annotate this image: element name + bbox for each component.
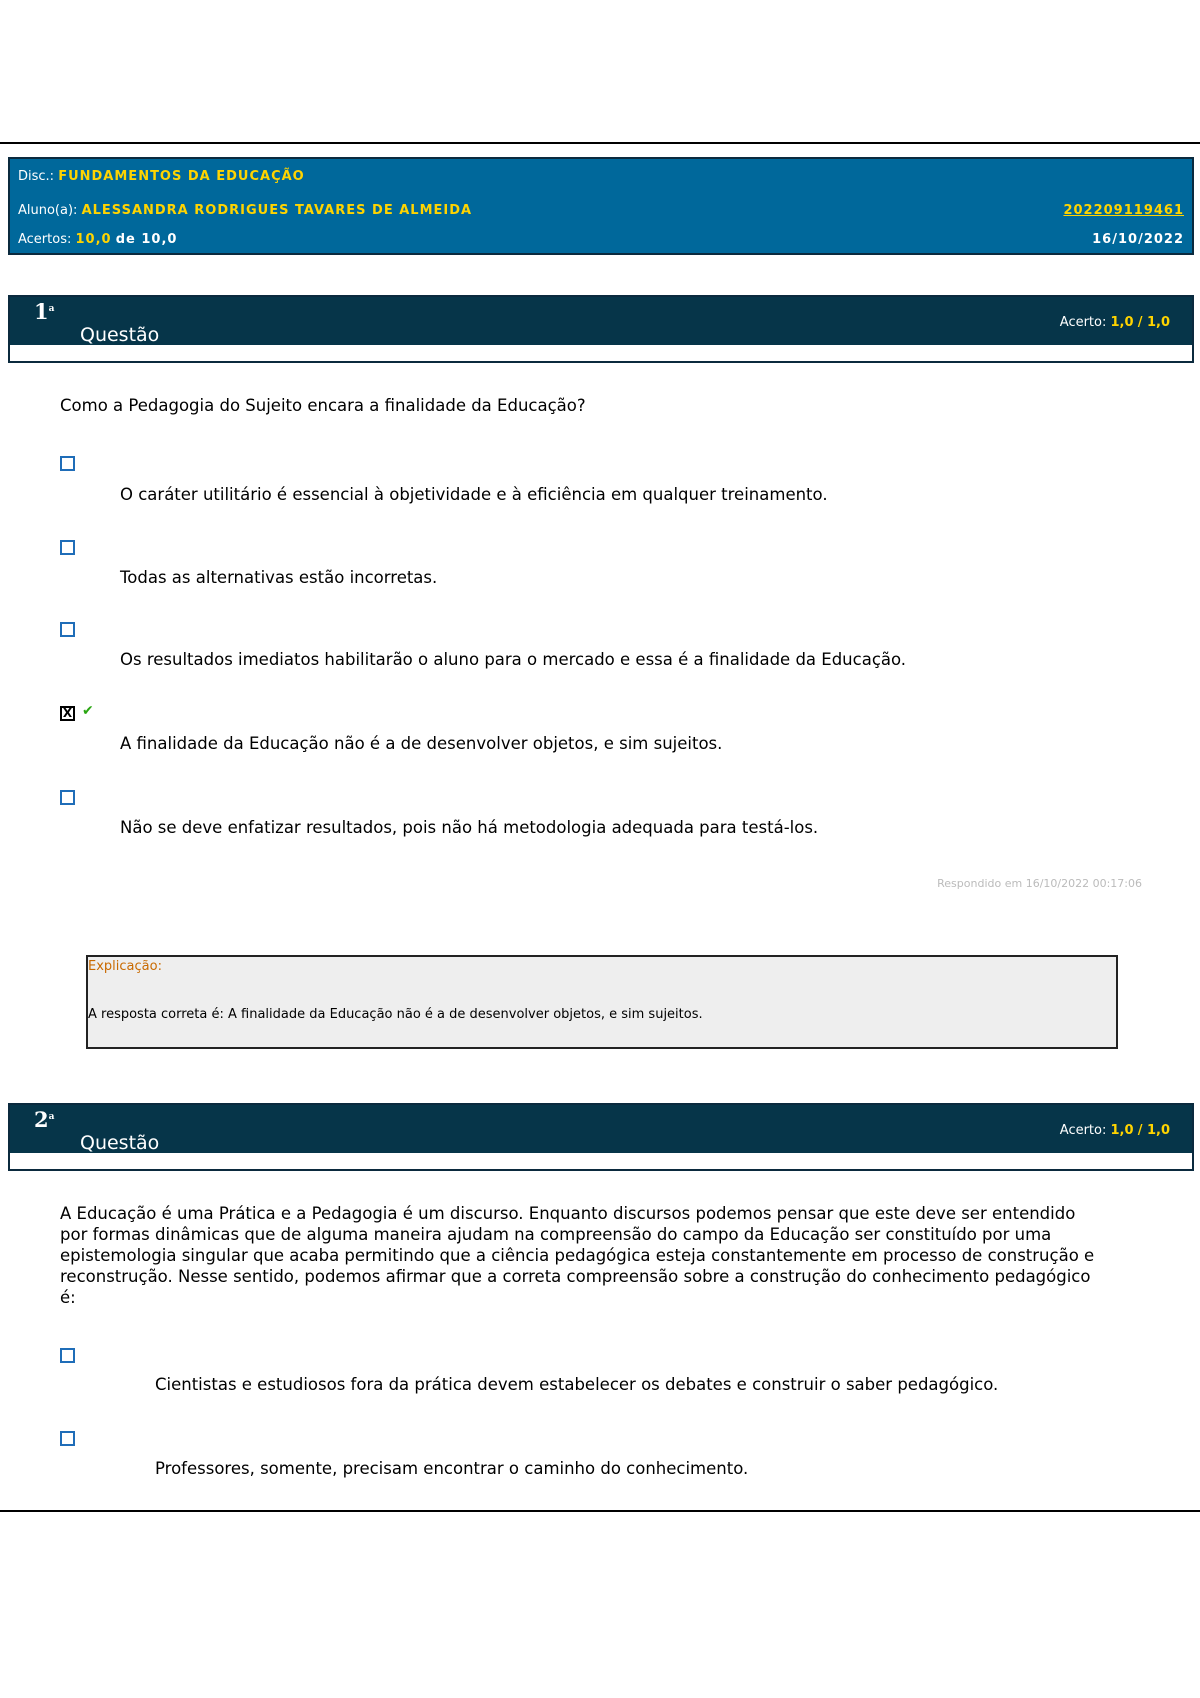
q2-option-2-text: Professores, somente, precisam encontrar o caminho do conhecimento. — [155, 1459, 749, 1478]
q1-option-3-text: Os resultados imediatos habilitarão o aluno para o mercado e essa é a finalidade da Educação. — [120, 650, 907, 669]
question-2-label: Questão — [80, 1132, 160, 1154]
exam-date: 16/10/2022 — [1092, 232, 1184, 247]
q1-option-5-text: Não se deve enfatizar resultados, pois não há metodologia adequada para testá-los. — [120, 818, 819, 837]
answered-timestamp: Respondido em 16/10/2022 00:17:06 — [937, 877, 1142, 890]
q2-option-1-checkbox[interactable] — [60, 1348, 75, 1363]
explanation-text: A resposta correta é: A finalidade da Educação não é a de desenvolver objetos, e sim sujeitos. — [88, 1007, 703, 1022]
q2-option-2-checkbox[interactable] — [60, 1431, 75, 1446]
q1-option-1-text: O caráter utilitário é essencial à objetividade e à eficiência em qualquer treinamento. — [120, 485, 828, 504]
question-1-label: Questão — [80, 324, 160, 346]
question-1-score: Acerto: 1,0 / 1,0 — [1059, 315, 1170, 330]
question-2-score: Acerto: 1,0 / 1,0 — [1059, 1123, 1170, 1138]
question-1-header — [8, 295, 1194, 363]
bottom-divider — [0, 1510, 1200, 1512]
question-2-number: 2$^a$ — [34, 1107, 55, 1132]
q1-option-4-text: A finalidade da Educação não é a de desenvolver objetos, e sim sujeitos. — [120, 734, 723, 753]
explanation-title: Explicação: — [88, 959, 162, 974]
explanation-box — [86, 955, 1118, 1049]
question-1-bar — [10, 297, 1192, 345]
student-label: Aluno(a): — [18, 203, 78, 218]
student-id-link[interactable]: 202209119461 — [1063, 203, 1184, 218]
q1-option-2-text: Todas as alternativas estão incorretas. — [120, 568, 438, 587]
score-value: 10,0 — [75, 232, 112, 247]
q1-option-5-checkbox[interactable] — [60, 790, 75, 805]
student-name: ALESSANDRA RODRIGUES TAVARES DE ALMEIDA — [81, 203, 473, 218]
score-label: Acertos: — [18, 232, 72, 247]
question-1-number: 1$^a$ — [34, 299, 55, 324]
question-2-header — [8, 1103, 1194, 1171]
question-2-text: A Educação é uma Prática e a Pedagogia é um discurso. Enquanto discursos podemos pensar que este deve ser entendido por formas dinâmicas que de alguma maneira ajudam na compreensão do campo da Educação ser constituído por uma epistemologia singular que acaba permitindo que a ciência pedagógica esteja constantemente em processo de construção e reconstrução. Nesse sentido, podemos afirmar que a correta compreensão sobre a construção do conhecimento pedagógico é: — [60, 1204, 1095, 1307]
q2-option-1-text: Cientistas e estudiosos fora da prática devem estabelecer os debates e construir o saber pedagógico. — [155, 1375, 999, 1394]
score-total: de 10,0 — [115, 232, 178, 247]
discipline-name: FUNDAMENTOS DA EDUCAÇÃO — [58, 169, 305, 184]
question-2-bar — [10, 1105, 1192, 1153]
question-1-text: Como a Pedagogia do Sujeito encara a finalidade da Educação? — [60, 396, 586, 415]
student-info-panel — [8, 157, 1194, 255]
top-divider — [0, 142, 1200, 144]
disc-label: Disc.: — [18, 169, 55, 184]
q1-option-3-checkbox[interactable] — [60, 622, 75, 637]
q1-option-2-checkbox[interactable] — [60, 540, 75, 555]
correct-check-icon: ✔ — [82, 703, 94, 719]
q1-option-4-checkbox[interactable]: X — [60, 706, 75, 721]
q1-option-1-checkbox[interactable] — [60, 456, 75, 471]
